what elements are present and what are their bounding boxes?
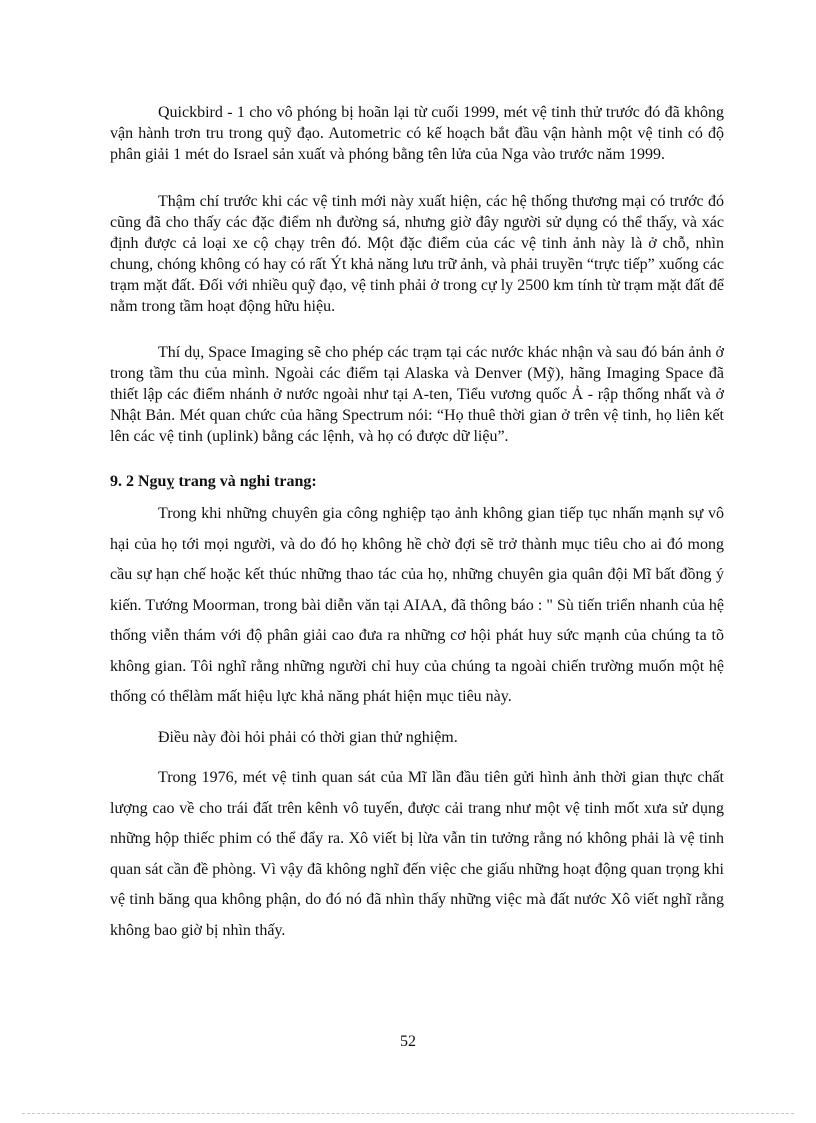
paragraph-quickbird: Quickbird - 1 cho vô phóng bị hoãn lại từ cuối 1999, mét vệ tinh thử trước đó đã không vận hành trơn tru trong quỹ đạo. Autometric có kế hoạch bắt đầu vận hành một vệ tinh có độ phân giải 1 mét do Israel sản xuất và phóng bằng tên lửa của Nga vào trước năm 1999. xyxy=(110,104,724,163)
page-bottom-divider xyxy=(22,1113,794,1114)
paragraph-military-experts: Trong khi những chuyên gia công nghiệp tạo ảnh không gian tiếp tục nhấn mạnh sự vô hại của họ tới mọi người, và do đó họ không hề chờ đợi sẽ trở thành mục tiêu cho ai đó mong cầu sự hạn chế hoặc kết thúc những thao tác của họ, những chuyên gia quân đội Mĩ bất đồng ý kiến. Tướng Moorman, trong bài diễn văn tại AIAA, đã thông báo : " Sù tiến triển nhanh của hệ thống viễn thám với độ phân giải cao đưa ra những cơ hội phát huy sức mạnh của chúng ta tõ không gian. Tôi nghĩ rằng những người chỉ huy của chúng ta ngoài chiến trường muốn một hệ thống có thểlàm mất hiệu lực khả năng phát hiện mục tiêu này. xyxy=(110,505,724,705)
paragraph-testing-time: Điều này đòi hỏi phải có thời gian thử nghiệm. xyxy=(158,728,458,746)
paragraph-commercial-systems: Thậm chí trước khi các vệ tinh mới này xuất hiện, các hệ thống thương mại có trước đó cũng đã cho thấy các đặc điểm nh đường sá, nhưng giờ đây người sử dụng có thể thấy, và xác định được cả loại xe cộ chạy trên đó. Một đặc điểm của các vệ tinh ảnh này là ở chỗ, nhìn chung, chóng không có hay có rất Ýt khả năng lưu trữ ảnh, và phải truyền “trực tiếp” xuống các trạm mặt đất. Đối với nhiều quỹ đạo, vệ tinh phải ở trong cự ly 2500 km tính từ trạm mặt đất để nằm trong tầm hoạt động hữu hiệu. xyxy=(110,193,724,315)
page-body xyxy=(110,102,724,946)
section-heading: 9. 2 Nguỵ trang và nghi trang: xyxy=(110,473,317,490)
paragraph-space-imaging: Thí dụ, Space Imaging sẽ cho phép các trạm tại các nước khác nhận và sau đó bán ảnh ở trong tầm thu của mình. Ngoài các điểm tại Alaska và Denver (Mỹ), hãng Imaging Space đã thiết lập các điểm nhánh ở nước ngoài như tại A-ten, Tiểu vương quốc Ả - rập thống nhất và ở Nhật Bản. Mét quan chức của hãng Spectrum nói: “Họ thuê thời gian ở trên vệ tinh, họ liên kết lên các vệ tinh (uplink) bằng các lệnh, và họ có được dữ liệu”. xyxy=(110,344,724,445)
paragraph-1976-satellite: Trong 1976, mét vệ tinh quan sát của Mĩ lần đầu tiên gửi hình ảnh thời gian thực chất lượng cao về cho trái đất trên kênh vô tuyến, được cải trang như một vệ tinh mốt xưa sử dụng những hộp thiếc phim có thể đẩy ra. Xô viết bị lừa vẫn tin tưởng rằng nó không phải là vệ tinh quan sát cần đề phòng. Vì vậy đã không nghĩ đến việc che giấu những hoạt động quan trọng khi vệ tinh băng qua không phận, do đó nó đã nhìn thấy những việc mà đất nước Xô viết nghĩ rằng không bao giờ bị nhìn thấy. xyxy=(110,769,724,939)
page-number: 52 xyxy=(400,1033,416,1050)
